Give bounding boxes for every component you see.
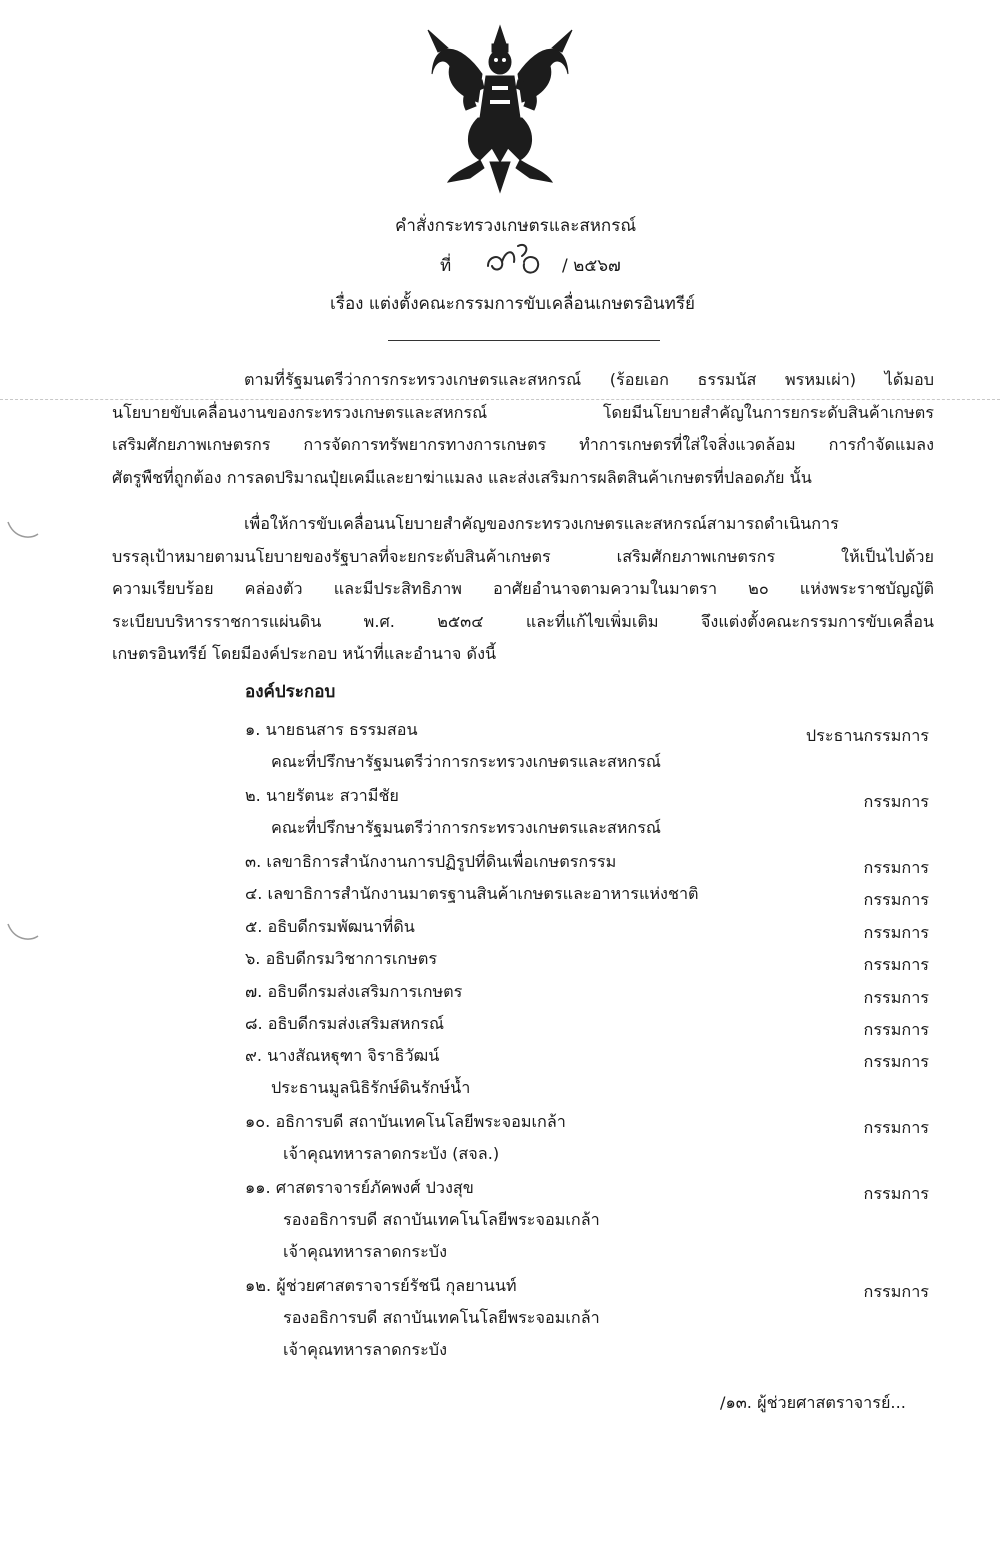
member-name: ๑๑. ศาสตราจารย์ภัคพงศ์ ปวงสุข: [245, 1178, 474, 1197]
member-role: กรรมการ: [863, 1282, 929, 1301]
garuda-emblem-icon: [420, 22, 580, 194]
member-item: [245, 1270, 935, 1366]
member-name: ๑๐. อธิการบดี สถาบันเทคโนโลยีพระจอมเกล้า: [245, 1112, 566, 1131]
member-item: [245, 976, 935, 1008]
member-role: กรรมการ: [863, 923, 929, 942]
paragraph-background: [112, 364, 934, 494]
member-item: [245, 1008, 935, 1040]
member-role: กรรมการ: [863, 858, 929, 877]
member-detail: เจ้าคุณทหารลาดกระบัง (สจล.): [283, 1144, 500, 1163]
member-item: [245, 943, 935, 975]
member-name: ๑๒. ผู้ช่วยศาสตราจารย์รัชนี กุลยานนท์: [245, 1276, 517, 1295]
member-role: กรรมการ: [863, 1184, 929, 1203]
handwritten-order-number: [482, 240, 544, 278]
paragraph-line: ความเรียบร้อย คล่องตัว และมีประสิทธิภาพ อาศัยอำนาจตามความในมาตรา ๒๐ แห่งพระราชบัญญัติ: [112, 579, 934, 598]
member-role: กรรมการ: [863, 988, 929, 1007]
order-subject: เรื่อง แต่งตั้งคณะกรรมการขับเคลื่อนเกษตรอินทรีย์: [330, 294, 695, 314]
paragraph-line: เสริมศักยภาพเกษตรกร การจัดการทรัพยากรทางการเกษตร ทำการเกษตรที่ใส่ใจสิ่งแวดล้อม การกำจัดแมลง: [112, 435, 934, 454]
punch-hole-mark-icon: [4, 918, 40, 946]
member-item: [245, 878, 935, 910]
order-year: / ๒๕๖๗: [562, 256, 621, 276]
member-role: กรรมการ: [863, 955, 929, 974]
paragraph-line: เกษตรอินทรีย์ โดยมีองค์ประกอบ หน้าที่และอำนาจ ดังนี้: [112, 644, 497, 663]
paragraph-line: นโยบายขับเคลื่อนงานของกระทรวงเกษตรและสหกรณ์ โดยมีนโยบายสำคัญในการยกระดับสินค้าเกษตร: [112, 402, 934, 422]
member-name: ๙. นางสัณหฐุฑา จิราธิวัฒน์: [245, 1046, 440, 1065]
paragraph-authority: [112, 508, 934, 671]
member-name: ๘. อธิบดีกรมส่งเสริมสหกรณ์: [245, 1014, 444, 1033]
member-detail: รองอธิการบดี สถาบันเทคโนโลยีพระจอมเกล้า: [283, 1308, 600, 1327]
paragraph-line: ศัตรูพืชที่ถูกต้อง การลดปริมาณปุ๋ยเคมีและยาฆ่าแมลง และส่งเสริมการผลิตสินค้าเกษตรที่ปลอดภัย นั้น: [112, 467, 812, 487]
member-item: [245, 1040, 935, 1104]
member-detail: ประธานมูลนิธิรักษ์ดินรักษ์น้ำ: [271, 1078, 471, 1097]
paragraph-line: บรรลุเป้าหมายตามนโยบายของรัฐบาลที่จะยกระดับสินค้าเกษตร เสริมศักยภาพเกษตรกร ให้เป็นไปด้วย: [112, 546, 934, 566]
member-item: [245, 714, 935, 778]
member-item: [245, 846, 935, 878]
member-item: [245, 1172, 935, 1268]
paragraph-line: ระเบียบบริหารราชการแผ่นดิน พ.ศ. ๒๕๓๔ และที่แก้ไขเพิ่มเติม จึงแต่งตั้งคณะกรรมการขับเคลื่อน: [112, 611, 934, 631]
order-title: คำสั่งกระทรวงเกษตรและสหกรณ์: [395, 216, 637, 236]
member-role: กรรมการ: [863, 1118, 929, 1137]
member-detail: เจ้าคุณทหารลาดกระบัง: [283, 1242, 447, 1261]
member-name: ๕. อธิบดีกรมพัฒนาที่ดิน: [245, 917, 415, 936]
member-role: กรรมการ: [863, 1052, 929, 1071]
member-name: ๖. อธิบดีกรมวิชาการเกษตร: [245, 949, 438, 968]
member-detail: เจ้าคุณทหารลาดกระบัง: [283, 1340, 447, 1359]
header-divider: [388, 340, 660, 341]
member-name: ๒. นายรัตนะ สวามีชัย: [245, 786, 399, 805]
paragraph-line: เพื่อให้การขับเคลื่อนนโยบายสำคัญของกระทรวงเกษตรและสหกรณ์สามารถดำเนินการ: [244, 514, 839, 533]
member-detail: คณะที่ปรึกษารัฐมนตรีว่าการกระทรวงเกษตรและสหกรณ์: [271, 752, 661, 771]
composition-heading: องค์ประกอบ: [245, 682, 336, 702]
member-role: กรรมการ: [863, 1020, 929, 1039]
member-name: ๓. เลขาธิการสำนักงานการปฏิรูปที่ดินเพื่อเกษตรกรรม: [245, 852, 617, 871]
member-role: กรรมการ: [863, 890, 929, 909]
member-detail: คณะที่ปรึกษารัฐมนตรีว่าการกระทรวงเกษตรและสหกรณ์: [271, 818, 661, 837]
member-name: ๑. นายธนสาร ธรรมสอน: [245, 720, 418, 739]
member-role: ประธานกรรมการ: [805, 726, 929, 745]
continuation-note: /๑๓. ผู้ช่วยศาสตราจารย์...: [720, 1393, 906, 1412]
member-item: [245, 911, 935, 943]
member-item: [245, 1106, 935, 1170]
paragraph-line: ตามที่รัฐมนตรีว่าการกระทรวงเกษตรและสหกรณ์ (ร้อยเอก ธรรมนัส พรหมเผ่า) ได้มอบ: [244, 370, 934, 389]
member-name: ๗. อธิบดีกรมส่งเสริมการเกษตร: [245, 982, 463, 1001]
member-name: ๔. เลขาธิการสำนักงานมาตรฐานสินค้าเกษตรและอาหารแห่งชาติ: [245, 884, 699, 903]
member-item: [245, 780, 935, 844]
punch-hole-mark-icon: [4, 516, 40, 544]
member-role: กรรมการ: [863, 792, 929, 811]
order-number-prefix: ที่: [440, 256, 452, 276]
member-detail: รองอธิการบดี สถาบันเทคโนโลยีพระจอมเกล้า: [283, 1210, 600, 1229]
